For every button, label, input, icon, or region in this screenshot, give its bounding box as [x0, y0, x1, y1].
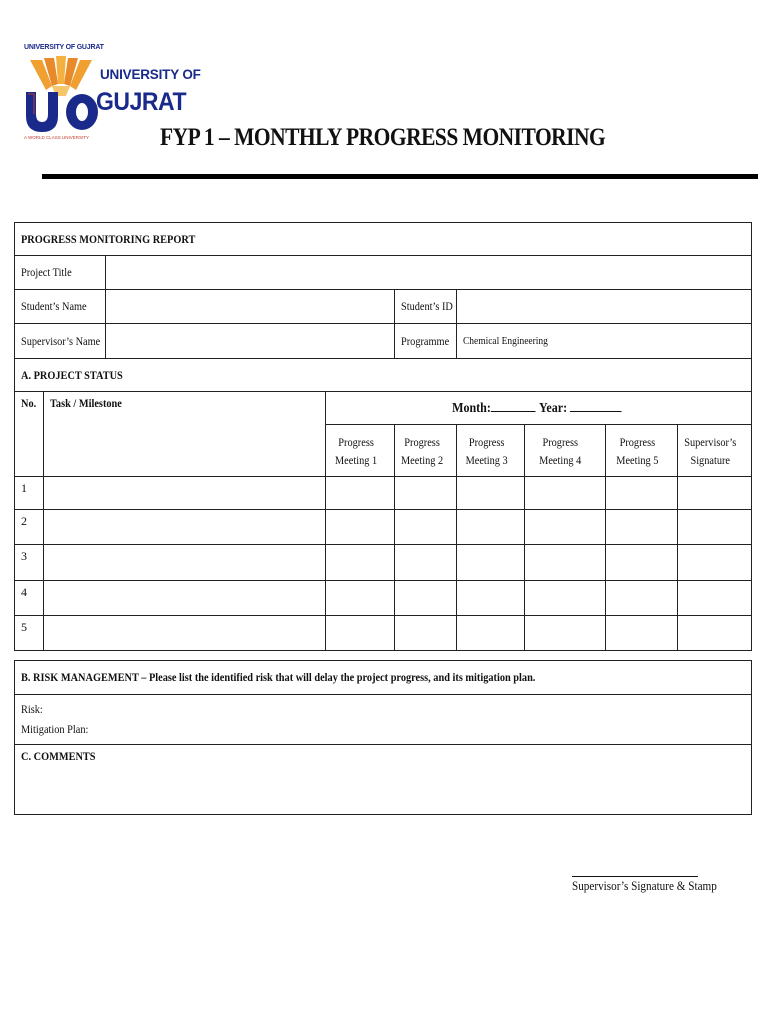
signature-cell[interactable]	[678, 616, 752, 651]
project-title-label: Project Title	[15, 256, 106, 290]
supervisor-signature-header: Supervisor’s Signature	[678, 425, 752, 477]
meeting-cell[interactable]	[395, 477, 457, 510]
project-title-field[interactable]	[106, 256, 752, 290]
meeting-cell[interactable]	[525, 477, 606, 510]
supervisor-name-field[interactable]	[106, 324, 395, 359]
meeting-cell[interactable]	[606, 581, 678, 616]
year-blank[interactable]	[570, 399, 622, 412]
student-name-field[interactable]	[106, 290, 395, 324]
meeting-cell[interactable]	[395, 616, 457, 651]
progress-meeting-4-header: Progress Meeting 4	[525, 425, 606, 477]
supervisor-signature-stamp-label: Supervisor’s Signature & Stamp	[572, 878, 717, 893]
meeting-cell[interactable]	[326, 616, 395, 651]
meeting-cell[interactable]	[457, 545, 525, 581]
meeting-cell[interactable]	[525, 616, 606, 651]
year-label: Year:	[538, 401, 568, 416]
progress-report-table	[14, 222, 752, 651]
month-blank[interactable]	[491, 399, 536, 412]
meeting-cell[interactable]	[525, 510, 606, 545]
risk-cell[interactable]	[15, 695, 752, 745]
meeting-cell[interactable]	[606, 545, 678, 581]
risk-label: Risk:	[21, 702, 43, 716]
meeting-cell[interactable]	[525, 545, 606, 581]
meeting-cell[interactable]	[326, 477, 395, 510]
meeting-cell[interactable]	[457, 616, 525, 651]
col-task-header: Task / Milestone	[44, 392, 326, 477]
logo-top-text: UNIVERSITY OF GUJRAT	[24, 44, 104, 51]
progress-meeting-3-header: Progress Meeting 3	[457, 425, 525, 477]
logo-line1: UNIVERSITY OF	[100, 67, 201, 82]
programme-label: Programme	[395, 324, 457, 359]
signature-cell[interactable]	[678, 545, 752, 581]
col-no-header: No.	[15, 392, 44, 477]
progress-meeting-5-header: Progress Meeting 5	[606, 425, 678, 477]
row-number: 3	[15, 545, 44, 581]
table-row	[15, 510, 752, 545]
task-cell[interactable]	[44, 545, 326, 581]
row-number: 4	[15, 581, 44, 616]
student-name-label: Student’s Name	[15, 290, 106, 324]
title-rule	[42, 174, 758, 179]
mitigation-plan-label: Mitigation Plan:	[21, 722, 89, 736]
report-heading: PROGRESS MONITORING REPORT	[15, 223, 752, 256]
risk-comments-table	[14, 660, 752, 815]
meeting-cell[interactable]	[326, 581, 395, 616]
student-id-label: Student’s ID	[395, 290, 457, 324]
meeting-cell[interactable]	[606, 616, 678, 651]
task-cell[interactable]	[44, 510, 326, 545]
month-label: Month:	[451, 401, 491, 416]
progress-meeting-2-header: Progress Meeting 2	[395, 425, 457, 477]
table-row	[15, 616, 752, 651]
signature-cell[interactable]	[678, 581, 752, 616]
meeting-cell[interactable]	[395, 510, 457, 545]
comments-cell[interactable]	[15, 745, 752, 815]
task-cell[interactable]	[44, 477, 326, 510]
task-cell[interactable]	[44, 616, 326, 651]
meeting-cell[interactable]	[457, 477, 525, 510]
programme-field[interactable]: Chemical Engineering	[457, 324, 752, 359]
meeting-cell[interactable]	[395, 581, 457, 616]
logo-tagline: A WORLD CLASS UNIVERSITY	[24, 135, 90, 140]
project-status-heading: A. PROJECT STATUS	[15, 359, 752, 392]
supervisor-name-label: Supervisor’s Name	[15, 324, 106, 359]
progress-meeting-1-header: Progress Meeting 1	[326, 425, 395, 477]
risk-management-heading: B. RISK MANAGEMENT – Please list the identified risk that will delay the project progress, and its mitigation plan.	[15, 661, 752, 695]
comments-heading: C. COMMENTS	[21, 749, 96, 763]
meeting-cell[interactable]	[606, 510, 678, 545]
row-number: 5	[15, 616, 44, 651]
signature-cell[interactable]	[678, 477, 752, 510]
student-id-field[interactable]	[457, 290, 752, 324]
task-cell[interactable]	[44, 581, 326, 616]
document-title: FYP 1 – MONTHLY PROGRESS MONITORING	[160, 124, 606, 151]
logo-line2: GUJRAT	[96, 88, 187, 116]
meeting-cell[interactable]	[525, 581, 606, 616]
uog-emblem-icon	[22, 52, 102, 134]
meeting-cell[interactable]	[326, 510, 395, 545]
row-number: 2	[15, 510, 44, 545]
meeting-cell[interactable]	[326, 545, 395, 581]
signature-line[interactable]	[572, 876, 698, 877]
table-row	[15, 545, 752, 581]
table-row	[15, 477, 752, 510]
signature-cell[interactable]	[678, 510, 752, 545]
row-number: 1	[15, 477, 44, 510]
table-row	[15, 581, 752, 616]
university-logo	[22, 44, 201, 144]
meeting-cell[interactable]	[457, 581, 525, 616]
month-year-header	[326, 392, 752, 425]
meeting-cell[interactable]	[395, 545, 457, 581]
meeting-cell[interactable]	[606, 477, 678, 510]
meeting-cell[interactable]	[457, 510, 525, 545]
